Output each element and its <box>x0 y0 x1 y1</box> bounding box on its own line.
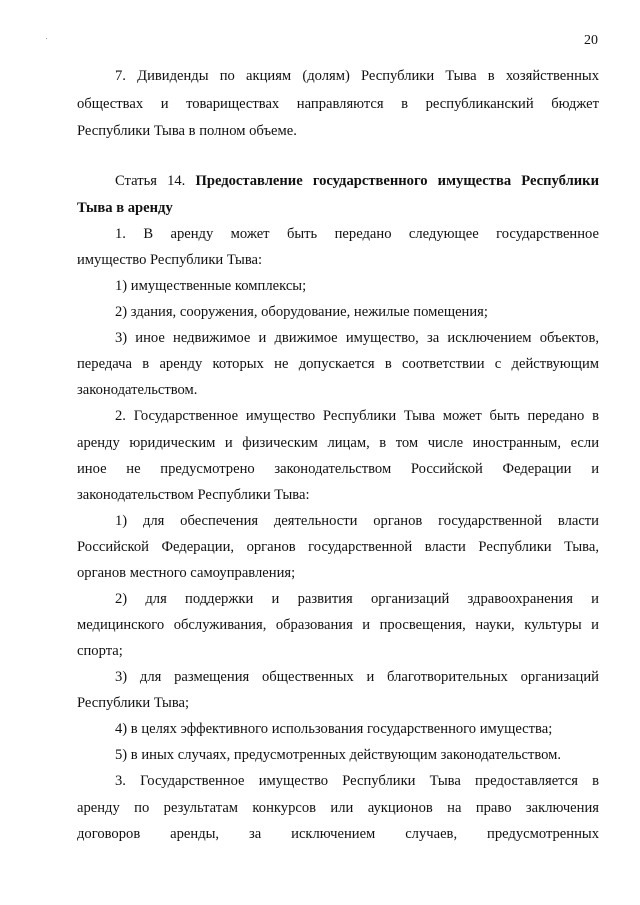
sub-2-1-line-1: 1) для обеспечения деятельности органов государственной власти <box>115 513 599 529</box>
item-1-line-2: имущество Республики Тыва: <box>77 252 263 268</box>
sub-2-5: 5) в иных случаях, предусмотренных действующим законодательством. <box>115 747 562 763</box>
item-3-line-3: договоров аренды, за исключением случаев, предусмотренных <box>77 826 599 842</box>
item-2-line-4: законодательством Республики Тыва: <box>77 487 310 503</box>
article-14-title-line-2: Тыва в аренду <box>77 200 173 216</box>
sub-1-3-line-3: законодательством. <box>77 382 198 398</box>
p7-line-1: 7. Дивиденды по акциям (долям) Республики Тыва в хозяйственных <box>115 68 599 84</box>
item-3-line-2: аренду по результатам конкурсов или аукционов на право заключения <box>77 800 599 816</box>
p7-line-3: Республики Тыва в полном объеме. <box>77 123 297 139</box>
item-2-line-2: аренду юридическим и физическим лицам, в том числе иностранным, если <box>77 435 599 451</box>
sub-2-4: 4) в целях эффективного использования государственного имущества; <box>115 721 553 737</box>
sub-1-1: 1) имущественные комплексы; <box>115 278 307 294</box>
item-2-line-1: 2. Государственное имущество Республики Тыва может быть передано в <box>115 408 599 424</box>
sub-2-2-line-2: медицинского обслуживания, образования и просвещения, науки, культуры и <box>77 617 599 633</box>
sub-2-3-line-1: 3) для размещения общественных и благотворительных организаций <box>115 669 599 685</box>
p7-line-2: обществах и товариществах направляются в республиканский бюджет <box>77 96 599 112</box>
sub-1-2: 2) здания, сооружения, оборудование, нежилые помещения; <box>115 304 488 320</box>
sub-2-2-line-1: 2) для поддержки и развития организаций здравоохранения и <box>115 591 599 607</box>
sub-2-1-line-2: Российской Федерации, органов государственной власти Республики Тыва, <box>77 539 599 555</box>
sub-1-3-line-1: 3) иное недвижимое и движимое имущество, за исключением объектов, <box>115 330 599 346</box>
sub-2-3-line-2: Республики Тыва; <box>77 695 190 711</box>
article-14-heading <box>115 172 599 190</box>
sub-2-1-line-3: органов местного самоуправления; <box>77 565 296 581</box>
article-14-title: Предоставление государственного имущества Республики <box>195 173 599 189</box>
scan-speck <box>46 38 47 39</box>
item-3-line-1: 3. Государственное имущество Республики Тыва предоставляется в <box>115 773 599 789</box>
page-number: 20 <box>584 33 598 48</box>
sub-2-2-line-3: спорта; <box>77 643 123 659</box>
item-1-line-1: 1. В аренду может быть передано следующее государственное <box>115 226 599 242</box>
item-2-line-3: иное не предусмотрено законодательством Российской Федерации и <box>77 461 599 477</box>
sub-1-3-line-2: передача в аренду которых не допускается в соответствии с действующим <box>77 356 599 372</box>
article-14-prefix: Статья 14. <box>115 173 196 189</box>
